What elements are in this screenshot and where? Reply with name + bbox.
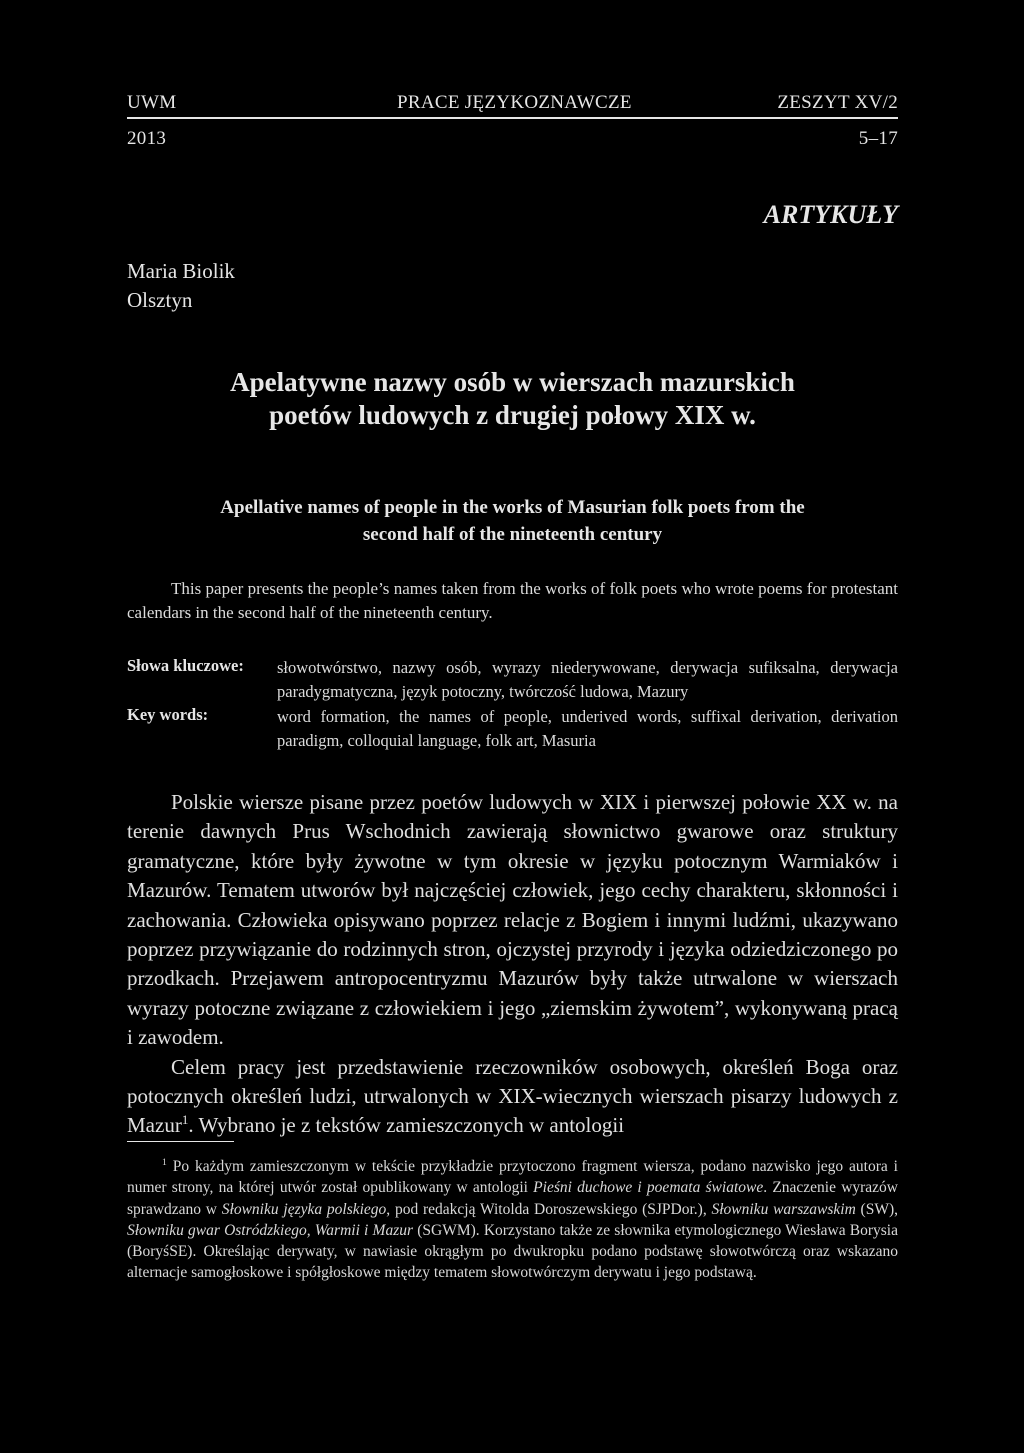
footnote-text: (SW),: [855, 1200, 899, 1218]
issue-label: ZESZYT XV/2: [777, 92, 898, 113]
footnote-rule: [127, 1141, 234, 1142]
english-title: [127, 494, 898, 548]
footnote-title-italic: Słowniku warszawskim: [711, 1200, 856, 1218]
year: 2013: [127, 128, 167, 149]
paragraph-1: Polskie wiersze pisane przez poetów ludowych w XIX i pierwszej połowie XX w. na terenie dawnych Prus Wschodnich zawierają słownictwo gwarowe oraz struktury gramatyczne, które były żywotne w tym okresie w języku potocznym Warmiaków i Mazurów. Tematem utworów był najczęściej człowiek, jego cechy charakteru, skłonności i zachowania. Człowieka opisywano poprzez relacje z Bogiem i innymi ludźmi, ukazywano poprzez przywiązanie do rodzinnych stron, ojczystej przyrody i języka odziedziczonego po przodkach. Przejawem antropocentryzmu Mazurów były także utrwalone w wierszach wyrazy potoczne związane z człowiekiem i jego „ziemskim żywotem”, wykonywaną pracą i zawodem.: [127, 790, 898, 1050]
article-title-line-1: Apelatywne nazwy osób w wierszach mazurskich: [230, 367, 795, 397]
footnote-marker: 1: [162, 1156, 167, 1168]
paragraph-2: [127, 1053, 898, 1141]
article-title-line-2: poetów ludowych z drugiej połowy XIX w.: [269, 400, 756, 430]
author-city: Olsztyn: [127, 288, 193, 312]
footnote-title-italic: Pieśni duchowe i poemata światowe: [533, 1179, 764, 1197]
keywords-pl-label: Słowa kluczowe:: [127, 656, 244, 675]
journal-title: PRACE JĘZYKOZNAWCZE: [397, 92, 632, 113]
author-block: [127, 257, 235, 315]
article-title: [127, 366, 898, 432]
english-title-line-2: second half of the nineteenth century: [362, 524, 663, 545]
footnote-text: , pod redakcją Witolda Doroszewskiego (SJPDor.),: [386, 1200, 712, 1218]
footnote-text: . Znaczenie wyrazów sprawdzano w: [127, 1179, 899, 1218]
journal-abbrev: UWM: [127, 92, 177, 113]
author-name: Maria Biolik: [127, 259, 235, 283]
footnote-title-italic: Słowniku gwar Ostródzkiego, Warmii i Mazur: [127, 1221, 414, 1239]
abstract: This paper presents the people’s names taken from the works of folk poets who wrote poems for protestant calendars in the second half of the nineteenth century.: [127, 579, 898, 622]
footnote-text: Po każdym zamieszczonym w tekście przykładzie przytoczono fragment wiersza, podano nazwisko jego autora i numer strony, na której utwór został opublikowany w antologii: [127, 1158, 898, 1197]
footnote: [127, 1156, 898, 1284]
keywords-en: word formation, the names of people, underived words, suffixal derivation, derivation paradigm, colloquial language, folk art, Masuria: [277, 707, 898, 750]
footnote-reference[interactable]: 1: [181, 1112, 189, 1128]
paragraph-2-tail: . Wybrano je z tekstów zamieszczonych w antologii: [188, 1113, 625, 1138]
keywords-pl: słowotwórstwo, nazwy osób, wyrazy niederywowane, derywacja sufiksalna, derywacja paradygmatyczna, język potoczny, twórczość ludowa, Mazury: [277, 658, 898, 701]
footnote-text: (SGWM). Korzystano także ze słownika etymologicznego Wiesława Borysia (BoryśSE). Określając derywaty, w nawiasie okrągłym po dwukropku podano podstawę słowotwórczą oraz wskazano alternacje samogłoskowe i spółgłoskowe między tematem słowotwórczym derywatu i jego podstawą.: [127, 1221, 898, 1282]
paragraph-2-text: Celem pracy jest przedstawienie rzeczowników osobowych, określeń Boga oraz potocznych określeń ludzi, utrwalonych w XIX-wiecznych wierszach pisarzy ludowych z Mazur: [127, 1054, 898, 1138]
keywords-en-label: Key words:: [127, 705, 209, 724]
header-rule: [127, 117, 898, 119]
footnote-title-italic: Słowniku języka polskiego: [221, 1200, 387, 1218]
english-title-line-1: Apellative names of people in the works of Masurian folk poets from the: [220, 497, 805, 518]
body-text: [127, 788, 898, 1141]
section-heading: ARTYKUŁY: [763, 200, 898, 229]
page-range: 5–17: [858, 128, 898, 149]
